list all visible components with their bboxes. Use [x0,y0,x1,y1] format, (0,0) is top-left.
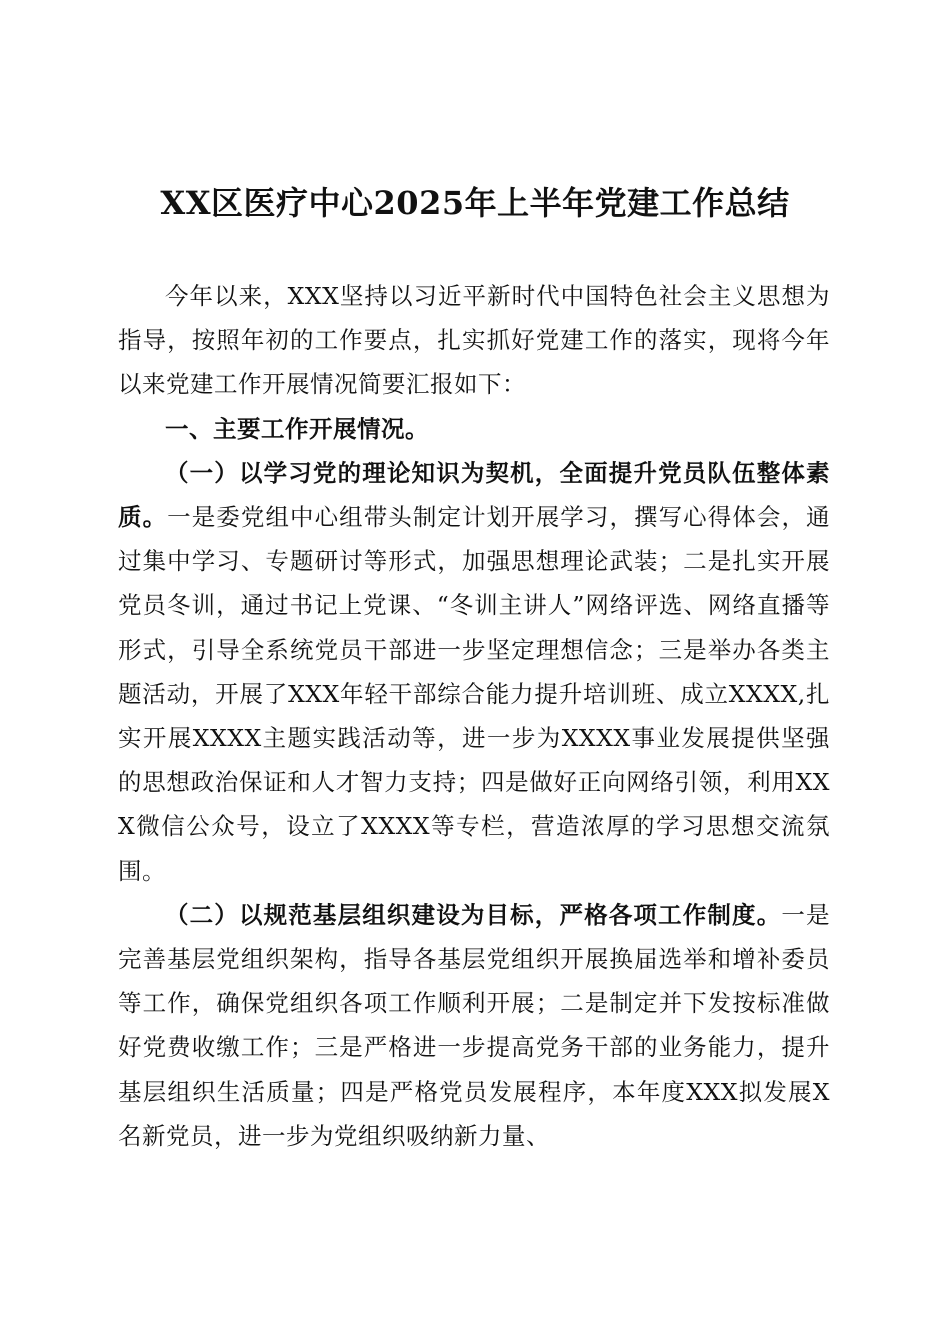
section-heading: 一、主要工作开展情况。 [165,414,429,443]
item-paragraph-1 [118,451,830,893]
intro-paragraph: 今年以来，XXX坚持以习近平新时代中国特色社会主义思想为指导，按照年初的工作要点，扎实抓好党建工作的落实，现将今年以来党建工作开展情况简要汇报如下： [118,282,830,399]
item-body-2: 一是完善基层党组织架构，指导各基层党组织开展换届选举和增补委员等工作，确保党组织各项工作顺利开展；二是制定并下发按标准做好党费收缴工作；三是严格进一步提高党务干部的业务能力，提升基层组织生活质量；四是严格党员发展程序，本年度XXX拟发展X名新党员，进一步为党组织吸纳新力量、 [118,900,831,1150]
item-body-1: 一是委党组中心组带头制定计划开展学习，撰写心得体会，通过集中学习、专题研讨等形式，加强思想理论武装；二是扎实开展党员冬训，通过书记上党课、“冬训主讲人”网络评选、网络直播等形式，引导全系统党员干部进一步坚定理想信念；三是举办各类主题活动，开展了XXX年轻干部综合能力提升培训班、成立XXXX,扎实开展XXXX主题实践活动等，进一步为XXXX事业发展提供坚强的思想政治保证和人才智力支持；四是做好正向网络引领，利用XXX微信公众号，设立了XXXX等专栏，营造浓厚的学习思想交流氛围。 [118,503,831,885]
item-lead-2: （二）以规范基层组织建设为目标，严格各项工作制度。 [165,900,782,929]
item-paragraph-2 [118,893,830,1158]
item-lead-1: （一）以学习党的理论知识为契机，全面提升党员队伍整体素质。 [118,458,830,532]
document-body [118,274,830,1158]
document-title: XX区医疗中心2025年上半年党建工作总结 [160,184,790,222]
